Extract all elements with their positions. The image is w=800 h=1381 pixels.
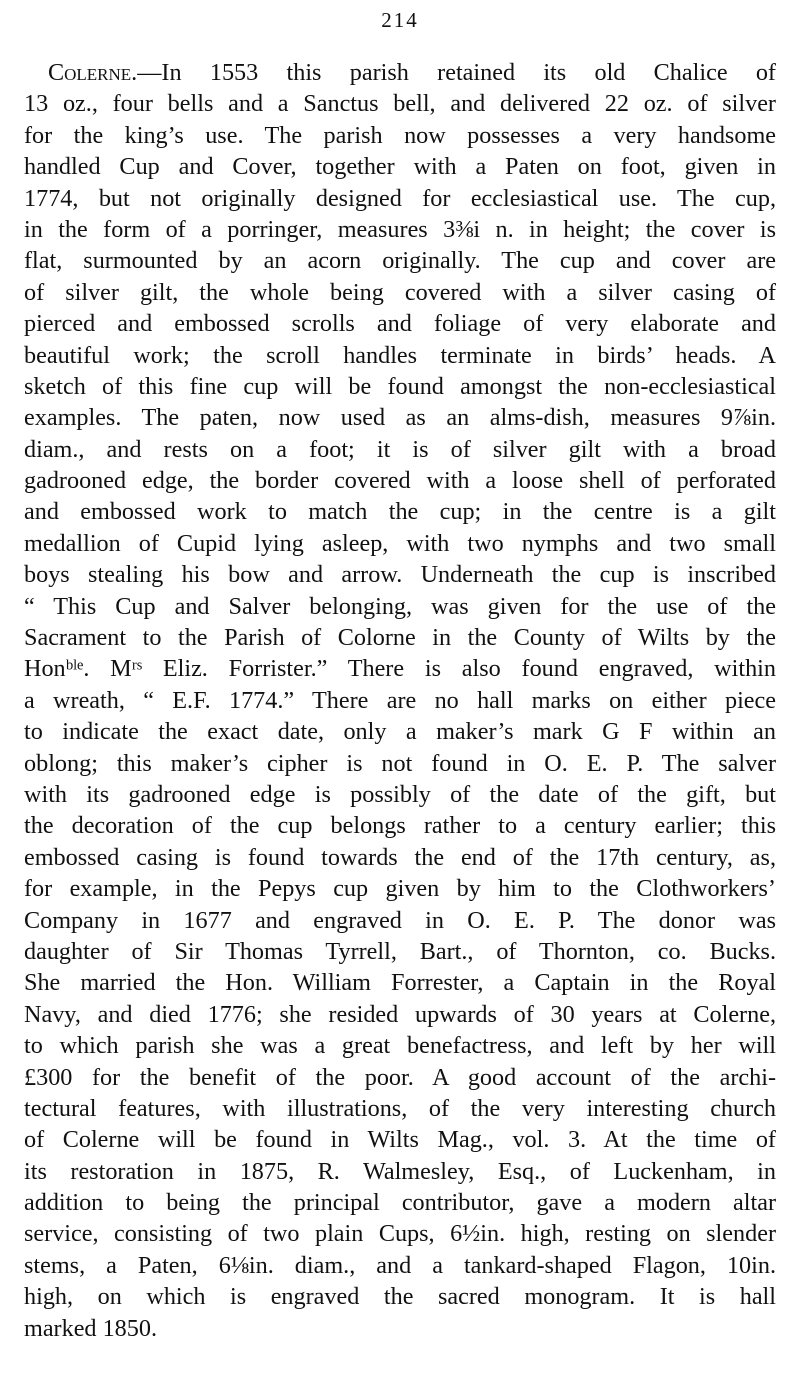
- text-line: with its gadrooned edge is possibly of the date of the gift, but: [24, 780, 776, 808]
- text-line: a wreath, “ E.F. 1774.” There are no hall marks on either piece: [24, 686, 776, 714]
- text-line: 13 oz., four bells and a Sanctus bell, and delivered 22 oz. of silver: [24, 90, 776, 118]
- text-line: of silver gilt, the whole being covered with a silver casing of: [24, 278, 776, 306]
- text-line: oblong; this maker’s cipher is not found in O. E. P. The salver: [24, 749, 776, 777]
- body-paragraph: [24, 57, 776, 1344]
- text-line: in the form of a porringer, measures 3⅜i n. in height; the cover is: [24, 215, 776, 243]
- text-line: high, on which is engraved the sacred monogram. It is hall: [24, 1283, 776, 1311]
- text-line: pierced and embossed scrolls and foliage of very elaborate and: [24, 310, 776, 338]
- text-line: flat, surmounted by an acorn originally. The cup and cover are: [24, 247, 776, 275]
- text-line: to which parish she was a great benefactress, and left by her will: [24, 1032, 776, 1060]
- text-line: Honᵇˡᵉ. Mʳˢ Eliz. Forrister.” There is also found engraved, within: [24, 655, 776, 683]
- text-line: diam., and rests on a foot; it is of silver gilt with a broad: [24, 435, 776, 463]
- text-line: Navy, and died 1776; she resided upwards of 30 years at Colerne,: [24, 1000, 776, 1028]
- text-line: the decoration of the cup belongs rather to a century earlier; this: [24, 812, 776, 840]
- text-line: Company in 1677 and engraved in O. E. P. The donor was: [24, 906, 776, 934]
- text-line: to indicate the exact date, only a maker’s mark G F within an: [24, 718, 776, 746]
- text-line: beautiful work; the scroll handles terminate in birds’ heads. A: [24, 341, 776, 369]
- text-line: £300 for the benefit of the poor. A good account of the archi-: [24, 1063, 776, 1091]
- text-line: for example, in the Pepys cup given by him to the Clothworkers’: [24, 875, 776, 903]
- text-line: examples. The paten, now used as an alms-dish, measures 9⅞in.: [24, 404, 776, 432]
- page-number: 214: [381, 8, 419, 32]
- text-line: She married the Hon. William Forrester, a Captain in the Royal: [24, 969, 776, 997]
- text-line: Sacrament to the Parish of Colorne in the County of Wilts by the: [24, 624, 776, 652]
- text-line: sketch of this fine cup will be found amongst the non-ecclesiastical: [24, 372, 776, 400]
- text-line: Colerne.—In 1553 this parish retained its old Chalice of: [48, 59, 776, 86]
- text-line: service, consisting of two plain Cups, 6½in. high, resting on slender: [24, 1220, 776, 1248]
- text-line: and embossed work to match the cup; in the centre is a gilt: [24, 498, 776, 526]
- text-line: addition to being the principal contributor, gave a modern altar: [24, 1189, 776, 1217]
- text-line: marked 1850.: [24, 1314, 157, 1342]
- text-line: handled Cup and Cover, together with a Paten on foot, given in: [24, 153, 776, 181]
- text-line: stems, a Paten, 6⅛in. diam., and a tankard-shaped Flagon, 10in.: [24, 1251, 776, 1279]
- text-line: daughter of Sir Thomas Tyrrell, Bart., of Thornton, co. Bucks.: [24, 937, 776, 965]
- text-line: embossed casing is found towards the end of the 17th century, as,: [24, 843, 776, 871]
- text-line: 1774, but not originally designed for ecclesiastical use. The cup,: [24, 184, 776, 212]
- section-heading: Colerne.: [48, 59, 138, 86]
- text-line: its restoration in 1875, R. Walmesley, Esq., of Luckenham, in: [24, 1157, 776, 1185]
- text-line: of Colerne will be found in Wilts Mag., vol. 3. At the time of: [24, 1126, 776, 1154]
- text-line: tectural features, with illustrations, of the very interesting church: [24, 1094, 776, 1122]
- text-line: gadrooned edge, the border covered with a loose shell of perforated: [24, 467, 776, 495]
- text-line: “ This Cup and Salver belonging, was given for the use of the: [24, 592, 776, 620]
- text-line: medallion of Cupid lying asleep, with two nymphs and two small: [24, 529, 776, 557]
- text-line: for the king’s use. The parish now possesses a very handsome: [24, 121, 776, 149]
- text-line: boys stealing his bow and arrow. Underneath the cup is inscribed: [24, 561, 776, 589]
